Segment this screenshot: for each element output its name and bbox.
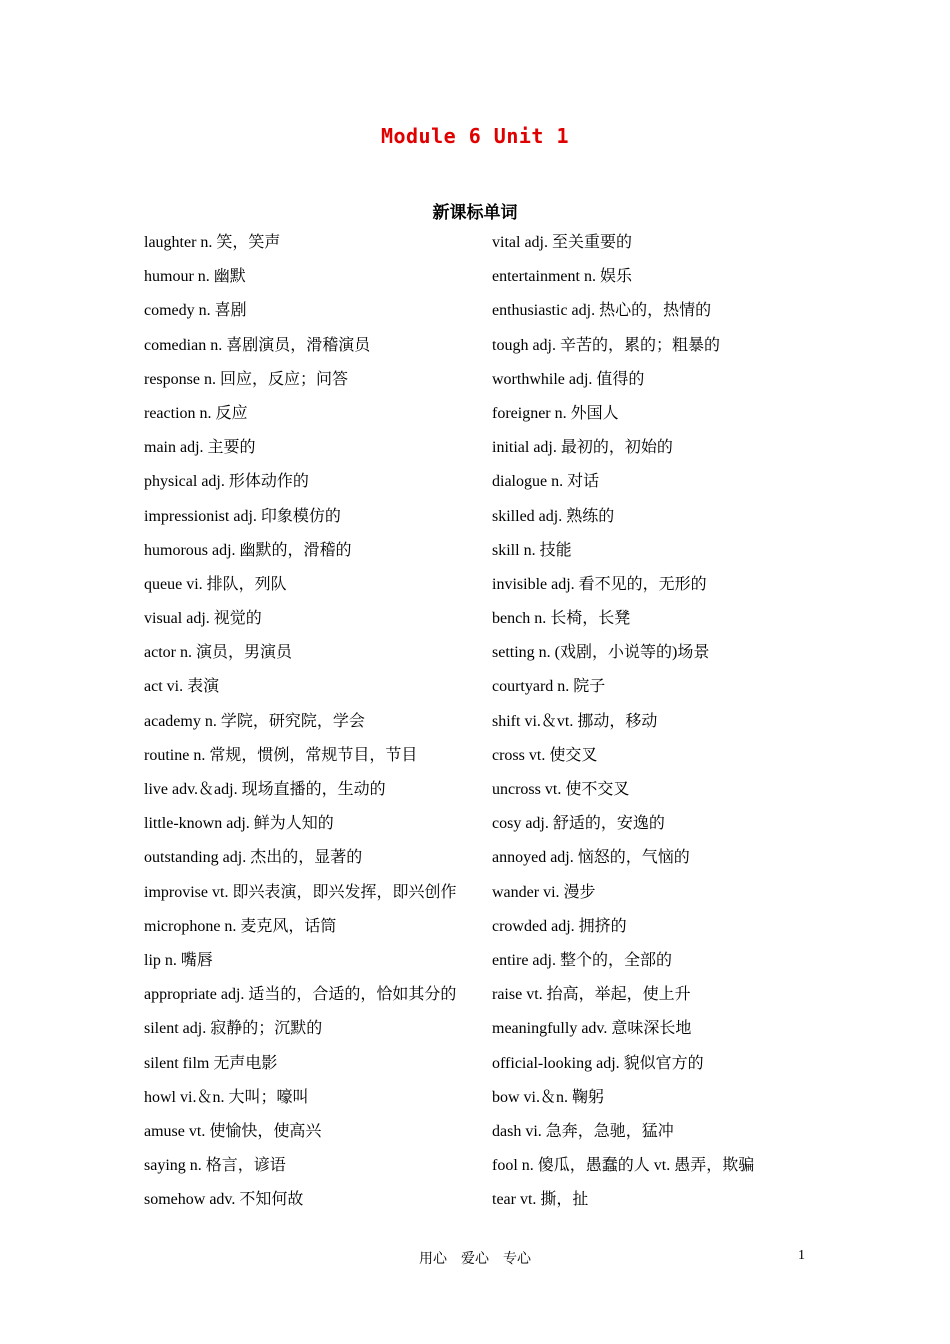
vocab-entry: somehow adv. 不知何故 <box>144 1191 304 1209</box>
page-number: 1 <box>798 1248 805 1263</box>
vocab-entry: routine n. 常规，惯例，常规节目，节目 <box>144 746 418 764</box>
vocab-entry: microphone n. 麦克风，话筒 <box>144 917 337 935</box>
vocab-entry: lip n. 嘴唇 <box>144 951 213 969</box>
vocab-entry: live adv.＆adj. 现场直播的，生动的 <box>144 781 386 798</box>
vocab-entry: dash vi. 急奔，急驰，猛冲 <box>492 1122 674 1140</box>
vocab-entry: humorous adj. 幽默的，滑稽的 <box>144 541 352 559</box>
vocab-entry: saying n. 格言，谚语 <box>144 1157 286 1175</box>
vocab-entry: skilled adj. 熟练的 <box>492 507 615 525</box>
vocab-entry: impressionist adj. 印象模仿的 <box>144 507 341 525</box>
vocab-entry: little-known adj. 鲜为人知的 <box>144 815 334 833</box>
vocab-entry: bow vi.＆n. 鞠躬 <box>492 1088 605 1106</box>
vocab-entry: setting n. (戏剧，小说等的)场景 <box>492 644 710 662</box>
vocab-entry: amuse vt. 使愉快，使高兴 <box>144 1122 322 1140</box>
vocab-entry: comedy n. 喜剧 <box>144 302 247 320</box>
vocabulary-column-right <box>492 230 832 1221</box>
vocab-entry: comedian n. 喜剧演员，滑稽演员 <box>144 336 371 354</box>
vocab-entry: physical adj. 形体动作的 <box>144 473 309 491</box>
vocab-entry: worthwhile adj. 值得的 <box>492 370 645 388</box>
vocab-entry: visual adj. 视觉的 <box>144 610 262 628</box>
vocab-entry: raise vt. 抬高，举起，使上升 <box>492 986 691 1004</box>
vocab-entry: wander vi. 漫步 <box>492 883 596 901</box>
vocab-entry: howl vi.＆n. 大叫；嚎叫 <box>144 1088 309 1106</box>
vocab-entry: tough adj. 辛苦的，累的；粗暴的 <box>492 336 720 354</box>
vocab-entry: meaningfully adv. 意味深长地 <box>492 1020 692 1038</box>
vocab-entry: courtyard n. 院子 <box>492 678 606 696</box>
vocab-entry: initial adj. 最初的，初始的 <box>492 439 673 457</box>
vocabulary-list <box>144 230 824 1210</box>
vocab-entry: entire adj. 整个的，全部的 <box>492 951 672 969</box>
vocab-entry: invisible adj. 看不见的，无形的 <box>492 575 707 593</box>
vocab-entry: actor n. 演员，男演员 <box>144 644 292 662</box>
vocab-entry: skill n. 技能 <box>492 541 572 559</box>
vocab-entry: cross vt. 使交叉 <box>492 746 598 764</box>
section-heading: 新课标单词 <box>432 203 518 223</box>
vocab-entry: foreigner n. 外国人 <box>492 404 619 422</box>
vocab-entry: fool n. 傻瓜，愚蠢的人 vt. 愚弄，欺骗 <box>492 1157 755 1175</box>
vocab-entry: annoyed adj. 恼怒的，气恼的 <box>492 849 690 867</box>
vocab-entry: dialogue n. 对话 <box>492 473 600 491</box>
vocab-entry: laughter n. 笑，笑声 <box>144 234 281 251</box>
vocab-entry: humour n. 幽默 <box>144 268 246 286</box>
vocab-entry: queue vi. 排队，列队 <box>144 575 287 593</box>
vocab-entry: entertainment n. 娱乐 <box>492 268 632 286</box>
vocab-entry: act vi. 表演 <box>144 678 220 696</box>
vocab-entry: outstanding adj. 杰出的，显著的 <box>144 849 363 867</box>
vocab-entry: official-looking adj. 貌似官方的 <box>492 1054 704 1072</box>
vocab-entry: cosy adj. 舒适的，安逸的 <box>492 815 665 833</box>
vocab-entry: silent film 无声电影 <box>144 1054 278 1072</box>
vocab-entry: academy n. 学院，研究院，学会 <box>144 712 365 730</box>
vocab-entry: improvise vt. 即兴表演，即兴发挥，即兴创作 <box>144 883 457 901</box>
vocab-entry: silent adj. 寂静的；沉默的 <box>144 1020 323 1038</box>
vocab-entry: response n. 回应，反应；问答 <box>144 370 348 388</box>
vocab-entry: crowded adj. 拥挤的 <box>492 917 627 935</box>
vocab-entry: shift vi.＆vt. 挪动，移动 <box>492 712 658 730</box>
vocab-entry: tear vt. 撕，扯 <box>492 1191 589 1209</box>
vocab-entry: bench n. 长椅，长凳 <box>492 610 631 628</box>
vocab-entry: enthusiastic adj. 热心的，热情的 <box>492 302 712 320</box>
vocab-entry: vital adj. 至关重要的 <box>492 234 632 251</box>
vocab-entry: appropriate adj. 适当的，合适的，恰如其分的 <box>144 986 457 1004</box>
vocab-entry: main adj. 主要的 <box>144 439 256 457</box>
page-footer: 用心 爱心 专心 <box>419 1251 531 1267</box>
vocabulary-column-left <box>144 230 484 1221</box>
vocab-entry: uncross vt. 使不交叉 <box>492 781 630 798</box>
vocab-entry: reaction n. 反应 <box>144 404 248 422</box>
page-title: Module 6 Unit 1 <box>380 124 570 148</box>
